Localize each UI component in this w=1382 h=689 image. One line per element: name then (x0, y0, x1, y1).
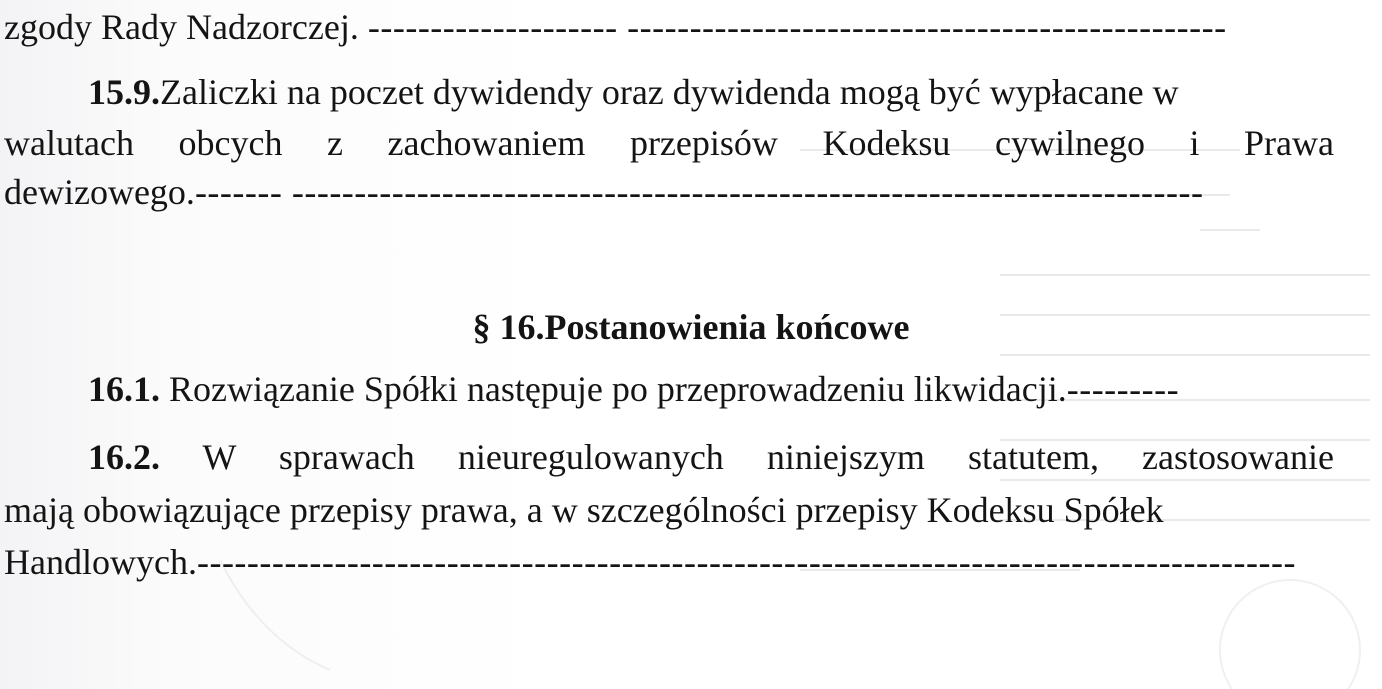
dash-filler: --------- (1066, 369, 1180, 409)
paragraph-text: Rozwiązanie Spółki następuje po przeprowadzeniu likwidacji. (160, 369, 1067, 409)
paragraph-15-9-line-3 (4, 170, 1334, 214)
paragraph-16-2-line-1 (4, 435, 1334, 479)
section-16-heading: § 16.Postanowienia końcowe (472, 307, 910, 347)
paragraph-text: Zaliczki na poczet dywidendy oraz dywidenda mogą być wypłacane w (160, 72, 1179, 112)
paragraph-text: dewizowego. (4, 172, 195, 212)
paragraph-16-1 (4, 367, 1334, 411)
paragraph-text: walutach obcych z zachowaniem przepisów Kodeksu cywilnego i Prawa (4, 123, 1334, 163)
paragraph-number: 16.1. (88, 369, 160, 409)
paragraph-15-9-line-2 (4, 121, 1334, 165)
paragraph-text: mają obowiązujące przepisy prawa, a w szczególności przepisy Kodeksu Spółek (4, 490, 1164, 530)
dash-filler: ------- ------------------------------------------------------------------------- (194, 172, 1204, 212)
dash-filler: ---------------------------------------------------------------------------------------- (196, 542, 1296, 582)
paragraph-15-9-line-1 (4, 70, 1334, 114)
paragraph-16-2-line-3 (4, 540, 1334, 584)
paragraph-number: 15.9. (88, 72, 160, 112)
paragraph-text: zgody Rady Nadzorczej. (4, 7, 359, 47)
dash-filler: -------------------- ------------------------------------------------ (367, 7, 1227, 47)
paragraph-16-2-line-2 (4, 488, 1334, 532)
paragraph-text: W sprawach nieuregulowanych niniejszym statutem, zastosowanie (160, 437, 1334, 477)
paragraph-15-8-tail (4, 5, 1334, 49)
paragraph-text: Handlowych. (4, 542, 197, 582)
paragraph-number: 16.2. (88, 437, 160, 477)
